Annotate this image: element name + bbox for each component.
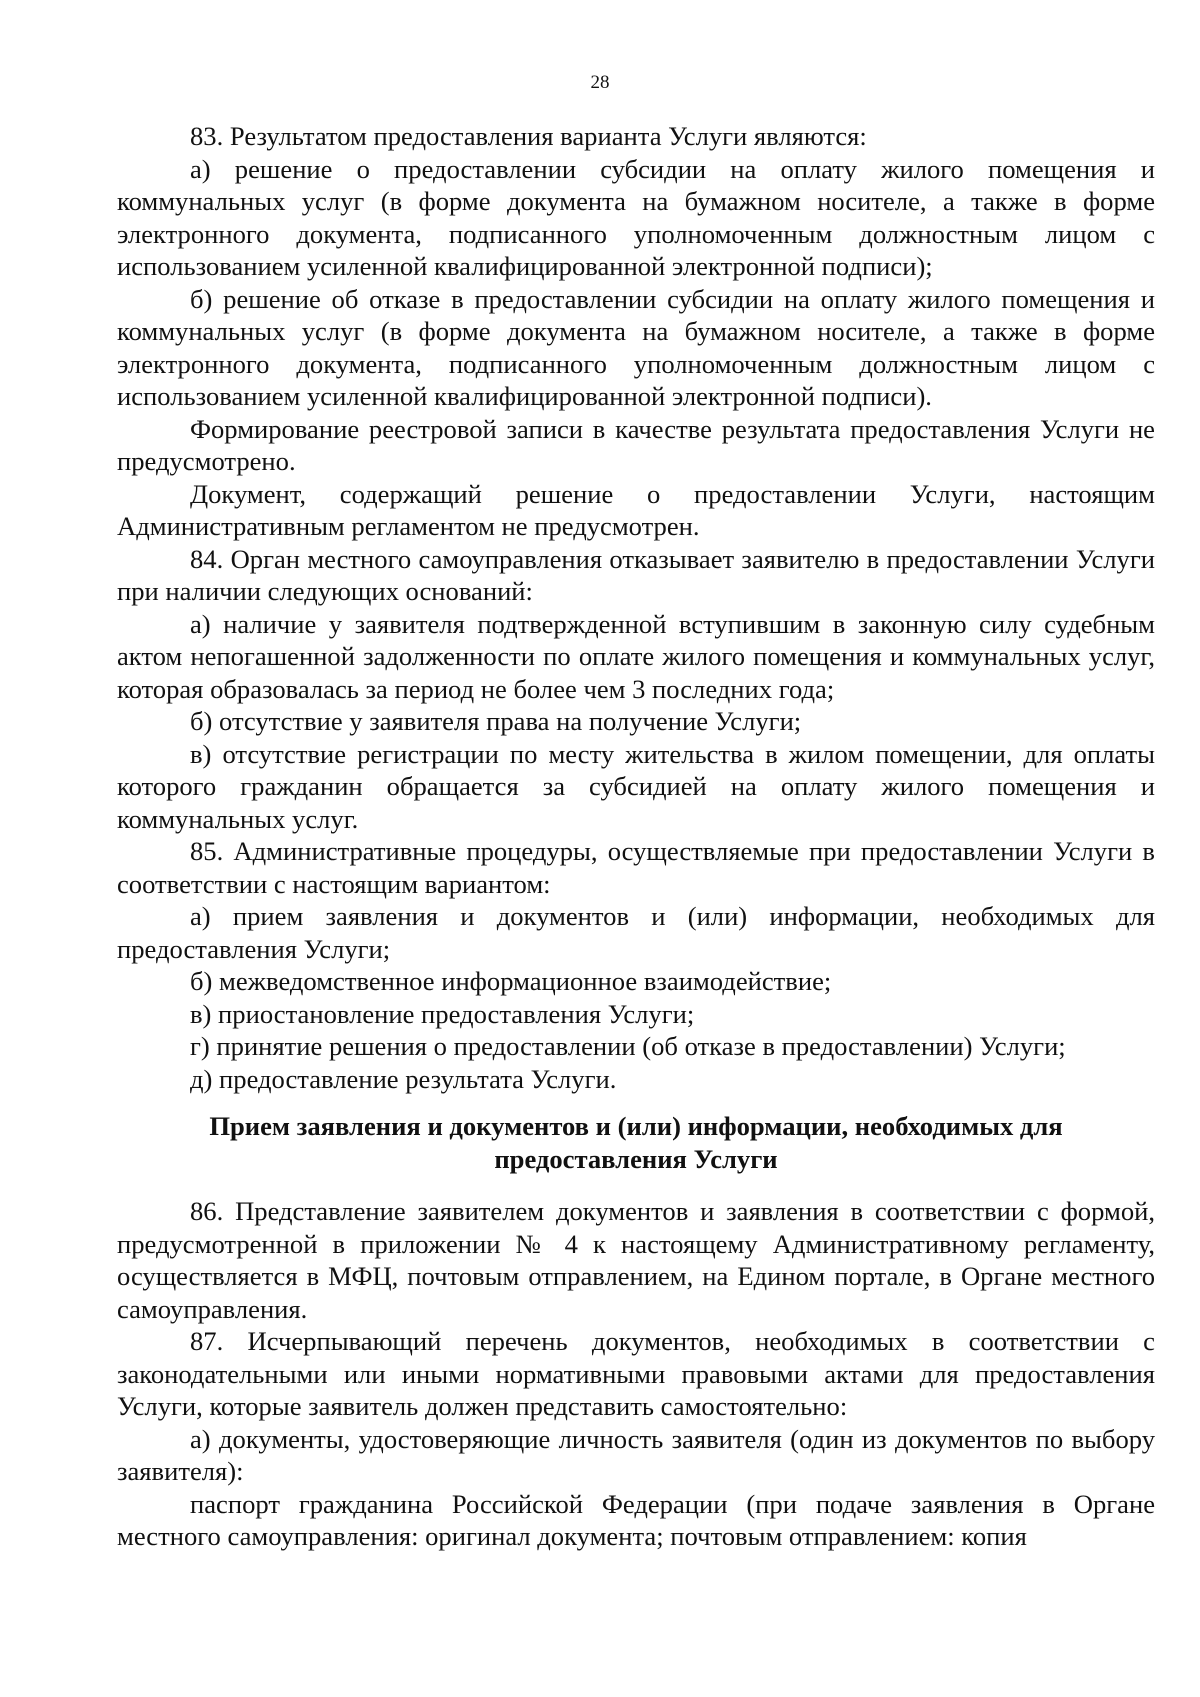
paragraph-85-d: д) предоставление результата Услуги. <box>190 1063 617 1094</box>
paragraph-85-v: в) приостановление предоставления Услуги; <box>190 998 695 1029</box>
paragraph-85-a: а) прием заявления и документов и (или) информации, необходимых для предоставления Услуги; <box>117 901 1155 964</box>
paragraph-87: 87. Исчерпывающий перечень документов, необходимых в соответствии с законодательными или иными нормативными правовыми актами для предоставления Услуги, которые заявитель должен представить самостоятельно: <box>117 1326 1155 1421</box>
paragraph-84-b: б) отсутствие у заявителя права на получение Услуги; <box>190 706 802 736</box>
page-number: 28 <box>590 72 610 93</box>
paragraph-86: 86. Представление заявителем документов и заявления в соответствии с формой, предусмотренной в приложении № 4 к настоящему Административному регламенту, осуществляется в МФЦ, почтовым отправлением, на Едином портале, в Органе местного самоуправления. <box>117 1196 1155 1324</box>
paragraph-83-a: а) решение о предоставлении субсидии на оплату жилого помещения и коммунальных услуг (в форме документа на бумажном носителе, а также в форме электронного документа, подписанного уполномоченным должностным лицом с использованием усиленной квалифицированной электронной подписи); <box>117 153 1155 281</box>
paragraph-decision-document: Документ, содержащий решение о предоставлении Услуги, настоящим Административным регламентом не предусмотрен. <box>117 478 1155 541</box>
section-heading: Прием заявления и документов и (или) информации, необходимых для предоставления Услуги <box>209 1111 1063 1174</box>
paragraph-83: 83. Результатом предоставления варианта Услуги являются: <box>190 121 867 151</box>
page-content <box>117 120 1155 1553</box>
paragraph-85-b: б) межведомственное информационное взаимодействие; <box>190 966 832 996</box>
paragraph-84-a: а) наличие у заявителя подтвержденной вступившим в законную силу судебным актом непогашенной задолженности по оплате жилого помещения и коммунальных услуг, которая образовалась за период не более чем 3 последних года; <box>117 608 1155 704</box>
paragraph-85: 85. Административные процедуры, осуществляемые при предоставлении Услуги в соответствии с настоящим вариантом: <box>117 836 1155 899</box>
paragraph-84: 84. Орган местного самоуправления отказывает заявителю в предоставлении Услуги при наличии следующих оснований: <box>117 543 1155 606</box>
paragraph-85-g: г) принятие решения о предоставлении (об отказе в предоставлении) Услуги; <box>190 1031 1066 1061</box>
paragraph-87-a: а) документы, удостоверяющие личность заявителя (один из документов по выбору заявителя): <box>117 1423 1155 1486</box>
paragraph-registry-record: Формирование реестровой записи в качестве результата предоставления Услуги не предусмотрено. <box>117 413 1155 476</box>
paragraph-passport: паспорт гражданина Российской Федерации (при подаче заявления в Органе местного самоуправления: оригинал документа; почтовым отправлением: копия <box>117 1488 1155 1551</box>
paragraph-83-b: б) решение об отказе в предоставлении субсидии на оплату жилого помещения и коммунальных услуг (в форме документа на бумажном носителе, а также в форме электронного документа, подписанного уполномоченным должностным лицом с использованием усиленной квалифицированной электронной подписи). <box>117 283 1155 411</box>
paragraph-84-v: в) отсутствие регистрации по месту жительства в жилом помещении, для оплаты которого гражданин обращается за субсидией на оплату жилого помещения и коммунальных услуг. <box>117 738 1155 834</box>
